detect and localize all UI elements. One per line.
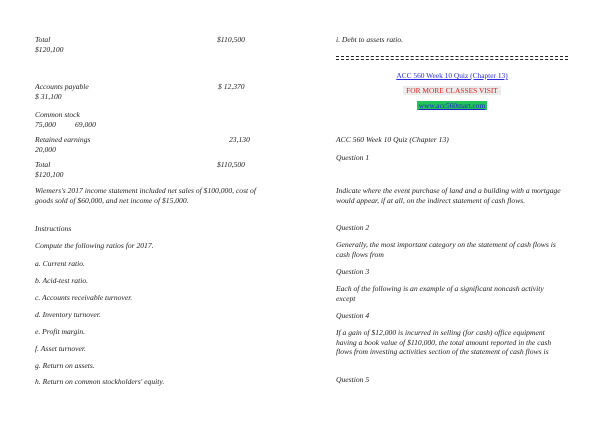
question-5-label: Question 5 [336, 375, 370, 384]
ratio-item: f. Asset turnover. [35, 344, 86, 353]
common-stock-a: 75,000 [35, 120, 56, 129]
ratio-item: a. Current ratio. [35, 259, 85, 268]
total1-label: Total [35, 35, 51, 44]
accounts-payable-sub: $ 31,100 [35, 92, 62, 101]
ratio-item: d. Inventory turnover. [35, 310, 101, 319]
retained-earnings-label: Retained earnings [35, 135, 91, 144]
ratio-item: c. Accounts receivable turnover. [35, 293, 133, 302]
question-3-text: Each of the following is an example of a significant noncash activity except [336, 284, 544, 303]
total1-sub: $120,100 [35, 45, 64, 54]
ratio-item: h. Return on common stockholders' equity. [35, 377, 165, 386]
total2-value: $110,500 [217, 160, 245, 169]
total1-value: $110,500 [217, 35, 245, 44]
question-4-label: Question 4 [336, 311, 370, 320]
common-stock-b: 69,000 [75, 120, 96, 129]
separator-line-2 [336, 59, 568, 60]
quiz-title-link[interactable] [336, 71, 568, 81]
more-classes-text: FOR MORE CLASSES VISIT [403, 86, 501, 95]
separator-line [336, 56, 568, 57]
wiemers-paragraph: Wiemers's 2017 income statement included net sales of $100,000, cost of goods sold of $60,000, and net income of $15,000. [35, 186, 256, 205]
total2-sub: $120,100 [35, 170, 64, 179]
total2-label: Total [35, 160, 51, 169]
common-stock-label: Common stock [35, 110, 80, 119]
ratio-item: e. Profit margin. [35, 327, 86, 336]
ratio-item: b. Acid-test ratio. [35, 276, 89, 285]
quiz-heading: ACC 560 Week 10 Quiz (Chapter 13) [336, 135, 449, 144]
retained-earnings-value: 23,130 [229, 135, 250, 144]
quiz-title-link-text[interactable]: ACC 560 Week 10 Quiz (Chapter 13) [396, 71, 508, 80]
ratio-item: g. Return on assets. [35, 361, 95, 370]
question-2-label: Question 2 [336, 223, 370, 232]
accounts-payable-label: Accounts payable [35, 82, 89, 91]
compute-instruction: Compute the following ratios for 2017. [35, 241, 154, 250]
site-link-text[interactable]: www.acc560mart.com [418, 101, 486, 110]
accounts-payable-value: $ 12,370 [218, 82, 245, 91]
question-1-label: Question 1 [336, 153, 370, 162]
debt-ratio-item: i. Debt to assets ratio. [336, 35, 404, 44]
retained-earnings-sub: 20,000 [35, 145, 56, 154]
question-2-text: Generally, the most important category on the statement of cash flows is cash flows from [336, 240, 556, 259]
question-4-text: If a gain of $12,000 is incurred in selling (for cash) office equipment having a book value of $110,000, the total amount reported in the cash flows from investing activities section of the statement of cash flows is [336, 328, 552, 357]
more-classes-banner [336, 86, 568, 96]
site-link[interactable] [336, 101, 568, 111]
question-3-label: Question 3 [336, 267, 370, 276]
instructions-heading: Instructions [35, 224, 72, 233]
question-1-text: Indicate where the event purchase of land and a building with a mortgage would appear, if at all, on the indirect statement of cash flows. [336, 186, 561, 205]
